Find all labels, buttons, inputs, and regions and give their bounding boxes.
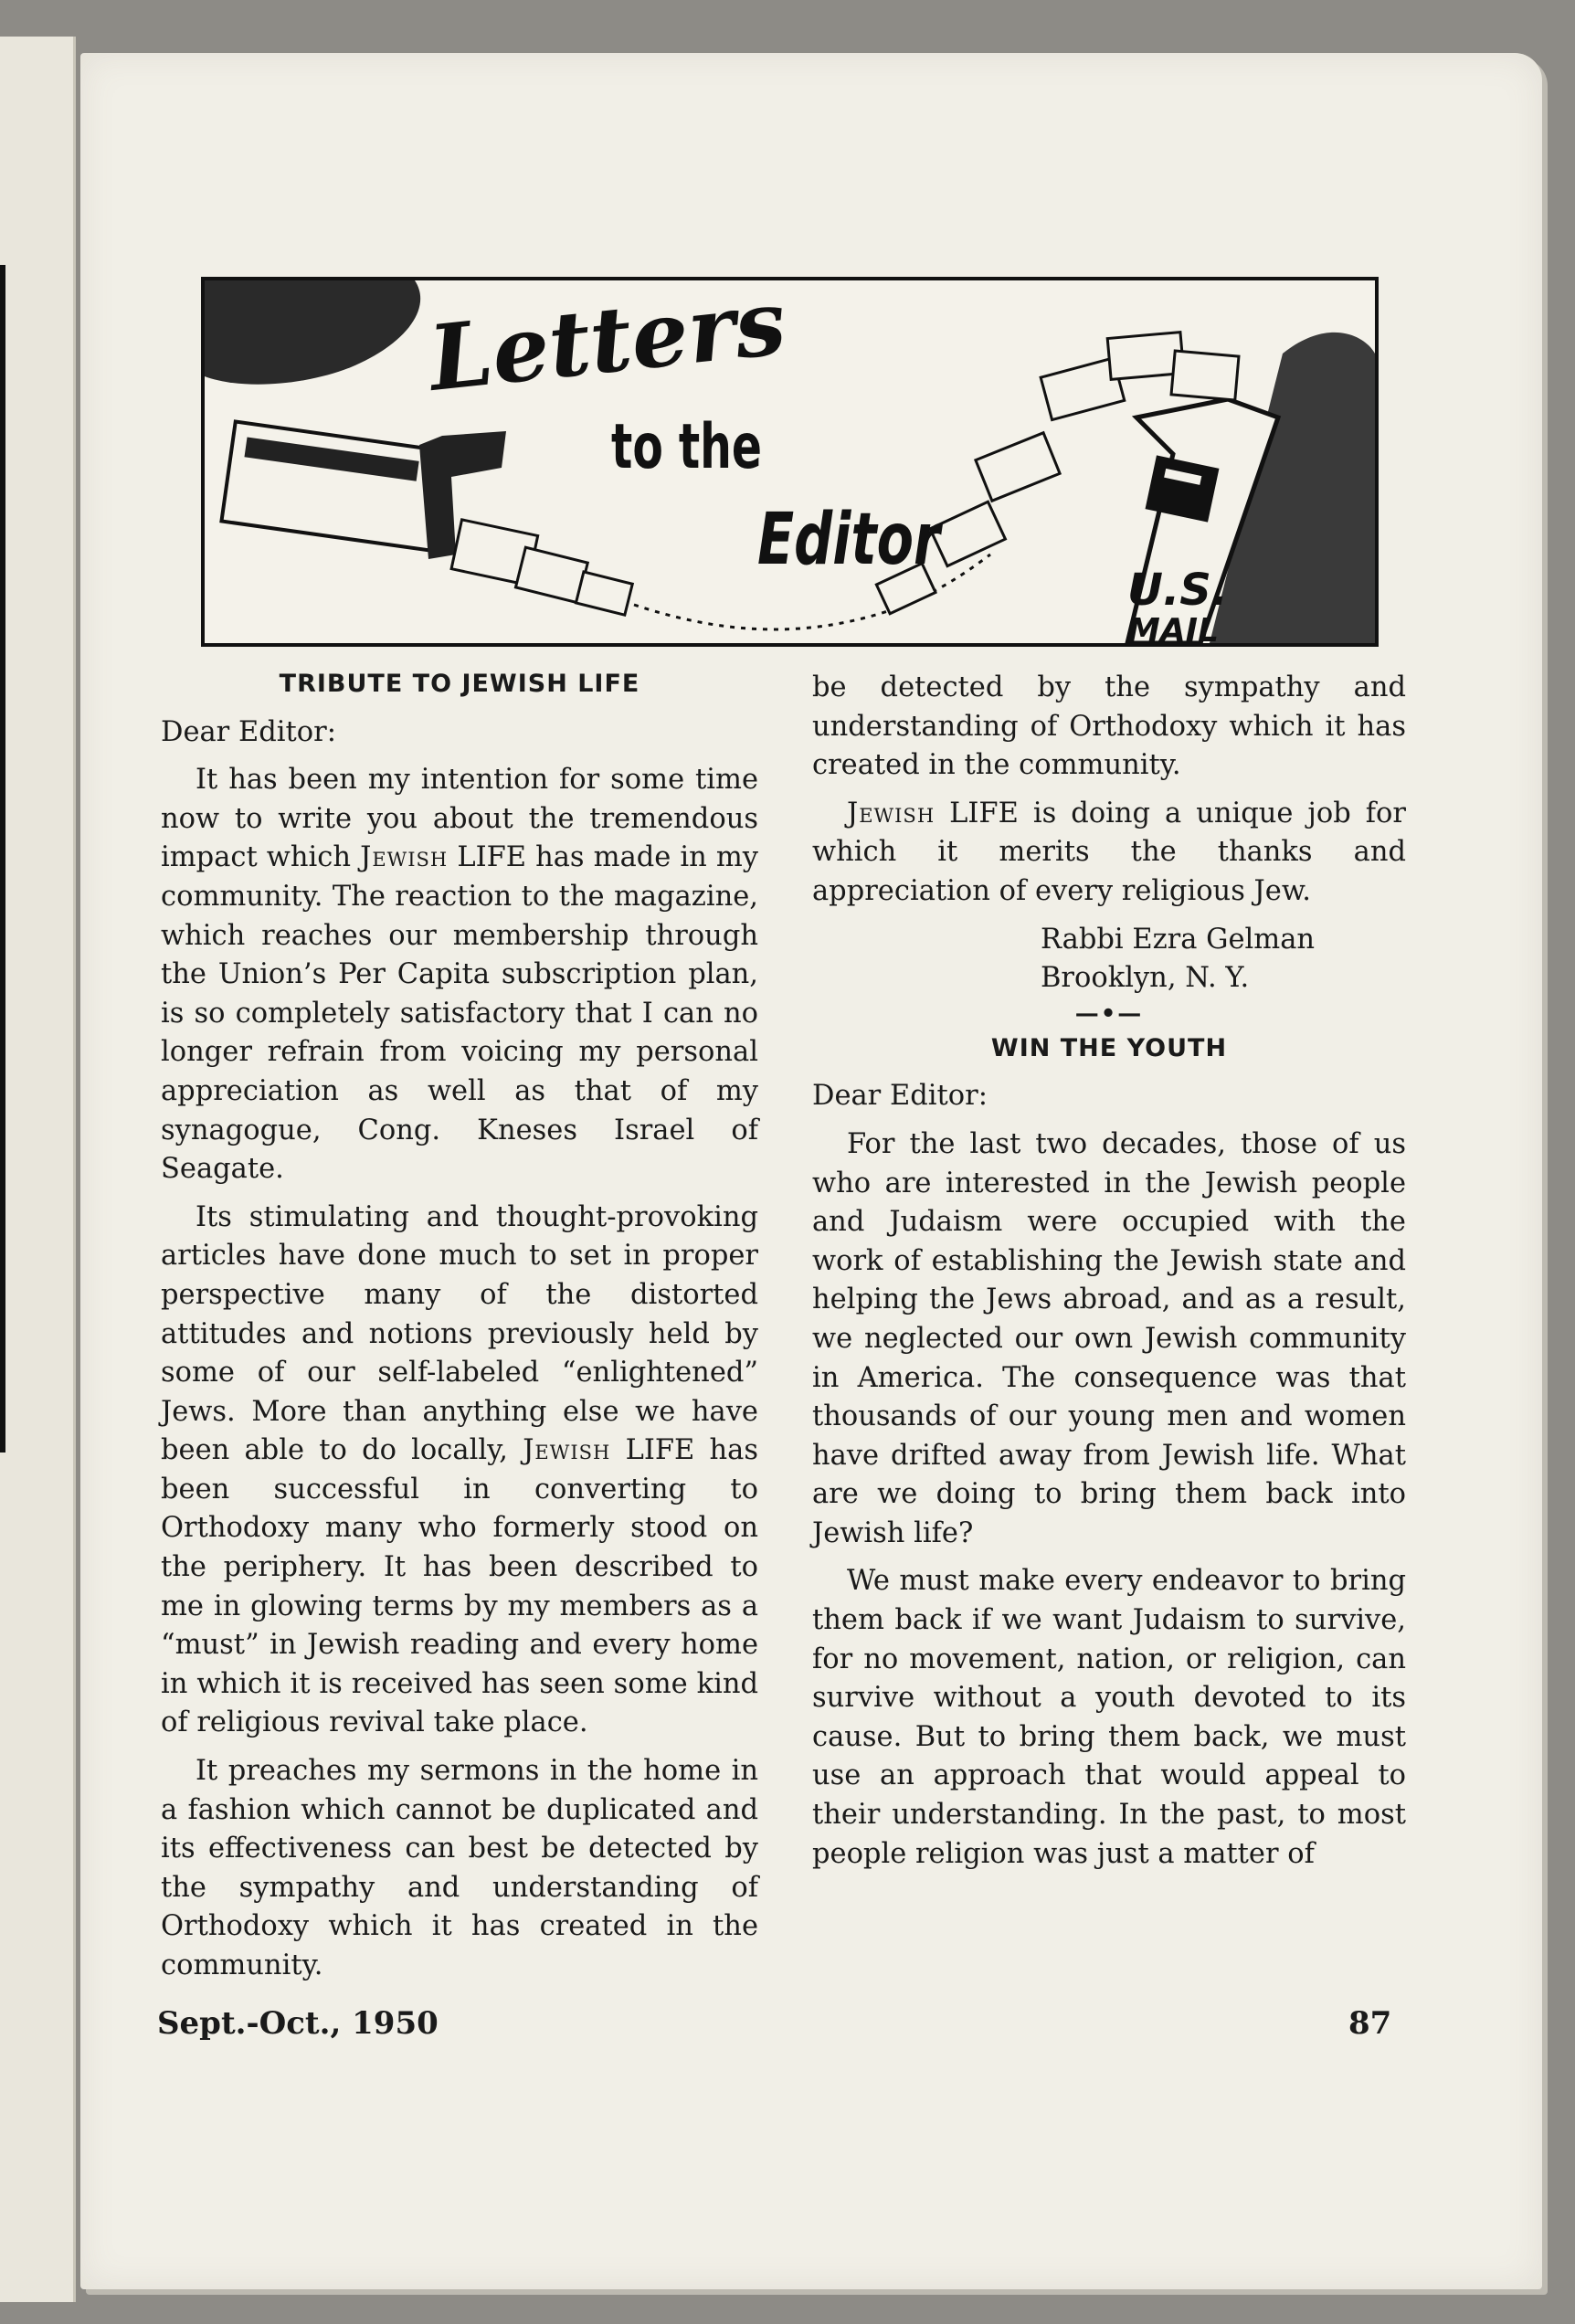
banner-title-letters: Letters [424, 269, 791, 412]
magazine-name: LIFE [625, 1434, 695, 1467]
letter2-paragraph-2: We must make every endeavor to bring them back if we want Judaism to survive, for no movement, nation, or religion, can survive without a youth devoted to its cause. But to bring them back, we must use an approach that would appeal to their understanding. In the past, to most people religion was just a matter of [812, 1565, 1406, 1870]
letter1-paragraph-1: It has been my intention for some time now to write you about the tremendous impact which Jewish LIFE has made in my community. The reaction to the magazine, which reaches our membership through the Union’s Per Capita subscription plan, is so completely satisfactory that I can no longer refrain from voicing my personal appreciation as well as that of my synagogue, Cong. Kneses Israel of Seagate. [161, 764, 759, 1186]
mailbox-label-mail: MAIL [1127, 612, 1220, 650]
banner-title-editor: Editor [757, 499, 944, 581]
letter2-heading: WIN THE YOUTH [990, 1033, 1228, 1062]
letters-banner [201, 269, 1379, 650]
magazine-name: Jewish [847, 797, 935, 829]
envelope-small [1171, 351, 1239, 400]
envelope-small [576, 572, 632, 615]
mailbox-label-us: U.S. [1127, 565, 1229, 616]
right-column [812, 669, 1406, 1874]
left-column [161, 665, 759, 1981]
page-number: 87 [1348, 2005, 1392, 2042]
letter1-signature-name: Rabbi Ezra Gelman [1041, 923, 1316, 956]
letter1-paragraph-4: Jewish LIFE is doing a unique job for which it merits the thanks and appreciation of every religious Jew. [812, 797, 1406, 907]
facing-page-edge [0, 265, 5, 1452]
facing-page [0, 37, 76, 2302]
magazine-name: Jewish [360, 841, 449, 874]
letter1-salutation: Dear Editor: [161, 715, 336, 748]
banner-illustration [205, 269, 1375, 650]
banner-blob [205, 280, 420, 385]
banner-title-to-the: to the [611, 411, 762, 483]
section-divider: —•— [1074, 999, 1144, 1028]
envelope-small [930, 502, 1005, 565]
issue-date: Sept.-Oct., 1950 [157, 2005, 439, 2042]
letter1-paragraph-3-continued: be detected by the sympathy and understanding of Orthodoxy which it has created in the community. [812, 671, 1406, 782]
magazine-name: Jewish [523, 1434, 611, 1467]
letter1-signature-place: Brooklyn, N. Y. [1041, 962, 1250, 995]
letter1-paragraph-3: It preaches my sermons in the home in a fashion which cannot be duplicated and its effectiveness can best be detected by the sympathy and understanding of Orthodoxy which it has created in the community. [161, 1755, 758, 1981]
magazine-name: LIFE [457, 841, 527, 874]
letter1-paragraph-2: Its stimulating and thought-provoking articles have done much to set in proper perspective many of the distorted attitudes and notions previously held by some of our self-labeled “enlightened” Jews. More than anything else we have been able to do locally, Jewish LIFE has been successful in converting to Orthodoxy many who formerly stood on the periphery. It has been described to me in glowing terms by my members as a “must” in Jewish reading and every home in which it is received has seen some kind of religious revival take place. [161, 1200, 759, 1739]
letter2-salutation: Dear Editor: [812, 1080, 988, 1113]
letter2-paragraph-1: For the last two decades, those of us who are interested in the Jewish people and Judaism were occupied with the work of establishing the Jewish state and helping the Jews abroad, and as a result, we neglected our own Jewish community in America. The consequence was that thousands of our young men and women have drifted away from Jewish life. What are we doing to bring them back into Jewish life? [812, 1127, 1406, 1549]
letter1-heading: TRIBUTE TO JEWISH LIFE [279, 670, 640, 698]
envelope-small [976, 433, 1060, 501]
magazine-name: LIFE [949, 797, 1019, 829]
